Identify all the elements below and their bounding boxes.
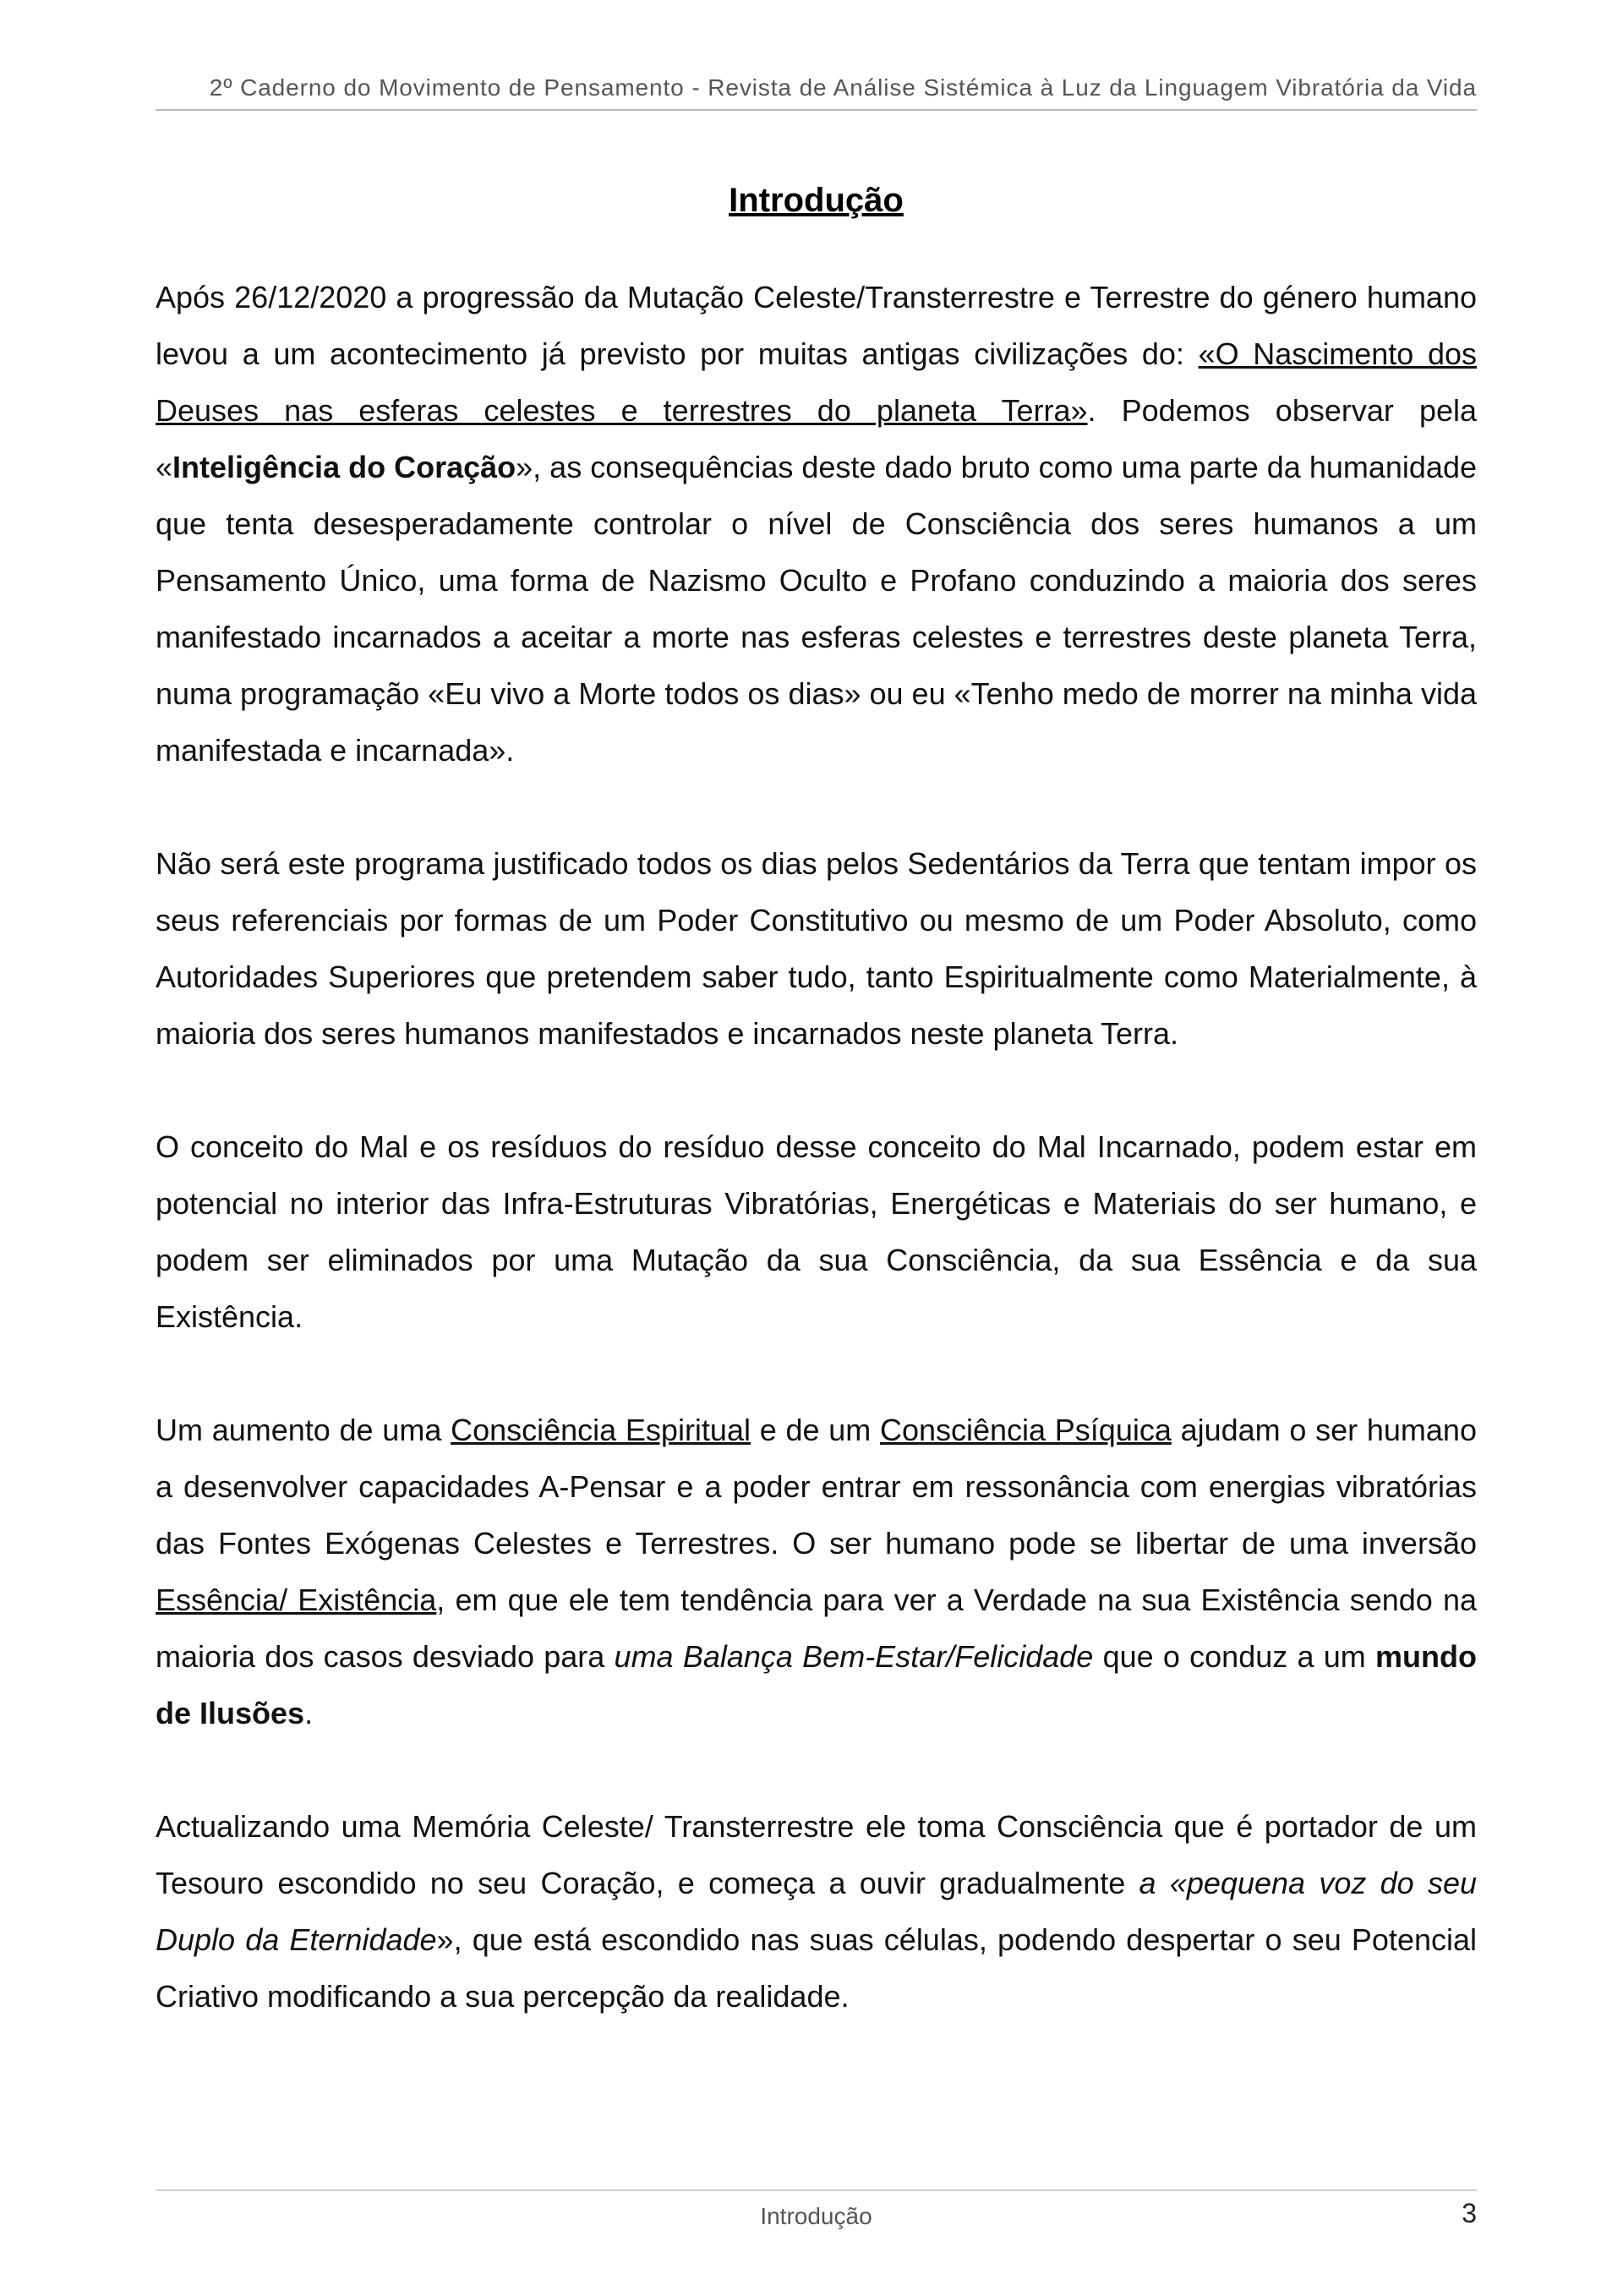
page-title: Introdução (729, 181, 904, 219)
p4-text-5: que o conduz a um (1093, 1639, 1376, 1674)
p4-italic-phrase: uma Balança Bem-Estar/Felicidade (614, 1639, 1094, 1674)
p1-text-1: Após 26/12/2020 a progressão da Mutação Celeste/Transterrestre e Terrestre do género humano levou a um acontecimento já previsto por muitas antigas civilizações do: (156, 280, 1477, 371)
p5-text-1: Actualizando uma Memória Celeste/ Transterrestre ele toma Consciência que é portador de um Tesouro escondido no seu Coração, e começa a ouvir gradualmente (156, 1809, 1477, 1900)
p3-text-1: O conceito do Mal e os resíduos do resíduo desse conceito do Mal Incarnado, podem estar em potencial no interior das Infra-Estruturas Vibratórias, Energéticas e Materiais do ser humano, e podem ser eliminados por uma Mutação da sua Consciência, da sua Essência e da sua Existência. (156, 1129, 1477, 1334)
p4-text-3: ajudam o ser humano a desenvolver capacidades A-Pensar e a poder entrar em ressonância com energias vibratórias das Fontes Exógenas Celestes e Terrestres. O ser humano pode se libertar de uma inversão (156, 1413, 1477, 1561)
p4-underlined-phrase-2: Consciência Psíquica (879, 1413, 1172, 1447)
p4-text-4: , em que ele tem tendência para ver a Verdade na sua Existência sendo na maioria dos casos desviado para (156, 1583, 1478, 1674)
p4-underlined-phrase-3: Essência/ Existência (156, 1583, 437, 1617)
footer-section-label: Introdução (760, 2203, 872, 2229)
running-header: 2º Caderno do Movimento de Pensamento - Revista de Análise Sistémica à Luz da Linguagem Vibratória da Vida (209, 74, 1477, 101)
body-text (156, 269, 1477, 2025)
p4-text-2: e de um (750, 1413, 880, 1447)
p4-text-6: . (304, 1696, 314, 1730)
p1-bold-phrase: Inteligência do Coração (172, 450, 516, 484)
paragraph-3 (156, 1118, 1477, 1345)
paragraph-2 (156, 835, 1477, 1062)
p2-text-1: Não será este programa justificado todos os dias pelos Sedentários da Terra que tentam impor os seus referenciais por formas de um Poder Constitutivo ou mesmo de um Poder Absoluto, como Autoridades Superiores que pretendem saber tudo, tanto Espiritualmente como Materialmente, à maioria dos seres humanos manifestados e incarnados neste planeta Terra. (156, 846, 1477, 1051)
p1-underlined-phrase: «O Nascimento dos Deuses nas esferas celestes e terrestres do planeta Terra» (156, 336, 1477, 428)
footer-divider (156, 2189, 1477, 2191)
p1-text-3: », as consequências deste dado bruto como uma parte da humanidade que tenta desesperadamente controlar o nível de Consciência dos seres humanos a um Pensamento Único, uma forma de Nazismo Oculto e Profano conduzindo a maioria dos seres manifestado incarnados a aceitar a morte nas esferas celestes e terrestres deste planeta Terra, numa programação «Eu vivo a Morte todos os dias» ou eu «Tenho medo de morrer na minha vida manifestada e incarnada». (156, 450, 1477, 768)
paragraph-1 (156, 269, 1477, 779)
p4-text-1: Um aumento de uma (156, 1413, 451, 1447)
header-divider (156, 109, 1477, 111)
p5-italic-phrase: a «pequena voz do seu Duplo da Eternidade (156, 1866, 1478, 1957)
paragraph-5 (156, 1798, 1477, 2025)
p4-bold-phrase: mundo de Ilusões (156, 1639, 1478, 1730)
p4-underlined-phrase-1: Consciência Espiritual (451, 1413, 751, 1447)
page-number: 3 (1462, 2198, 1477, 2228)
paragraph-4 (156, 1402, 1477, 1741)
p5-text-2: », que está escondido nas suas células, podendo despertar o seu Potencial Criativo modificando a sua percepção da realidade. (156, 1922, 1477, 2014)
p1-text-2: . Podemos observar pela « (156, 393, 1478, 484)
